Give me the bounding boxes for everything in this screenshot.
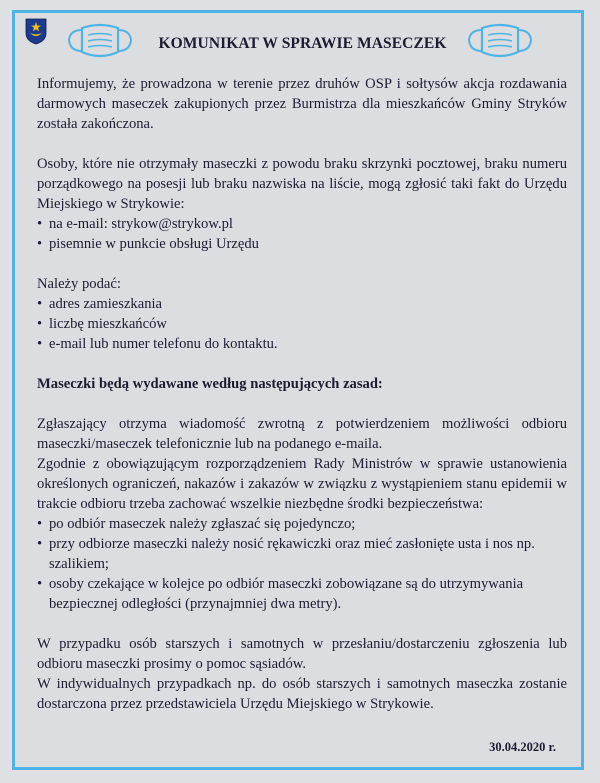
- town-crest-icon: [25, 18, 47, 45]
- report-intro-paragraph: Osoby, które nie otrzymały maseczki z powodu braku skrzynki pocztowej, braku numeru porządkowego na posesji lub braku nazwiska na liście, mogą zgłosić taki fakt do Urzędu Miejskiego w Strykowie:: [37, 156, 567, 212]
- list-item: • adres zamieszkania: [37, 294, 567, 314]
- safety-rules-list: [37, 514, 567, 614]
- list-item: • osoby czekające w kolejce po odbiór maseczki zobowiązane są do utrzymywania bezpiecznej odległości (przynajmniej dwa metry).: [37, 574, 567, 614]
- intro-paragraph: Informujemy, że prowadzona w terenie przez druhów OSP i sołtysów akcja rozdawania darmowych maseczek zakupionych przez Burmistrza dla mieszkańców Gminy Stryków została zakończona.: [37, 76, 567, 132]
- regulation-paragraph: Zgodnie z obowiązującym rozporządzeniem Rady Ministrów w sprawie ustanowienia określonych ograniczeń, nakazów i zakazów w związku z wystąpieniem stanu epidemii w trakcie odbioru trzeba zachować wszelkie niezbędne środki bezpieczeństwa:: [37, 456, 567, 512]
- confirmation-paragraph: Zgłaszający otrzyma wiadomość zwrotną z potwierdzeniem możliwości odbioru maseczki/maseczek telefonicznie lub na podanego e-maila.: [37, 416, 567, 452]
- delivery-paragraph: W indywidualnych przypadkach np. do osób starszych i samotnych maseczka zostanie dostarczona przez przedstawiciela Urzędu Miejskiego w Strykowie.: [37, 676, 567, 712]
- required-info-list: [37, 294, 567, 354]
- neighbors-help-paragraph: W przypadku osób starszych i samotnych w przesłaniu/dostarczeniu zgłoszenia lub odbioru maseczki prosimy o pomoc sąsiadów.: [37, 636, 567, 672]
- report-channels-list: [37, 214, 567, 254]
- list-item: • na e-mail: strykow@strykow.pl: [37, 214, 567, 234]
- list-item: • e-mail lub numer telefonu do kontaktu.: [37, 334, 567, 354]
- face-mask-icon: [464, 21, 536, 61]
- face-mask-icon: [64, 21, 136, 61]
- page-title: KOMUNIKAT W SPRAWIE MASECZEK: [158, 35, 447, 52]
- notice-date: 30.04.2020 r.: [489, 740, 556, 754]
- rules-heading: Maseczki będą wydawane według następujących zasad:: [37, 376, 383, 392]
- list-item: • przy odbiorze maseczki należy nosić rękawiczki oraz mieć zasłonięte usta i nos np. szalikiem;: [37, 534, 567, 574]
- list-item: • pisemnie w punkcie obsługi Urzędu: [37, 234, 567, 254]
- list-item: • liczbę mieszkańców: [37, 314, 567, 334]
- notice-body: [37, 74, 567, 714]
- required-info-intro: Należy podać:: [37, 276, 121, 292]
- list-item: • po odbiór maseczek należy zgłaszać się pojedynczo;: [37, 514, 567, 534]
